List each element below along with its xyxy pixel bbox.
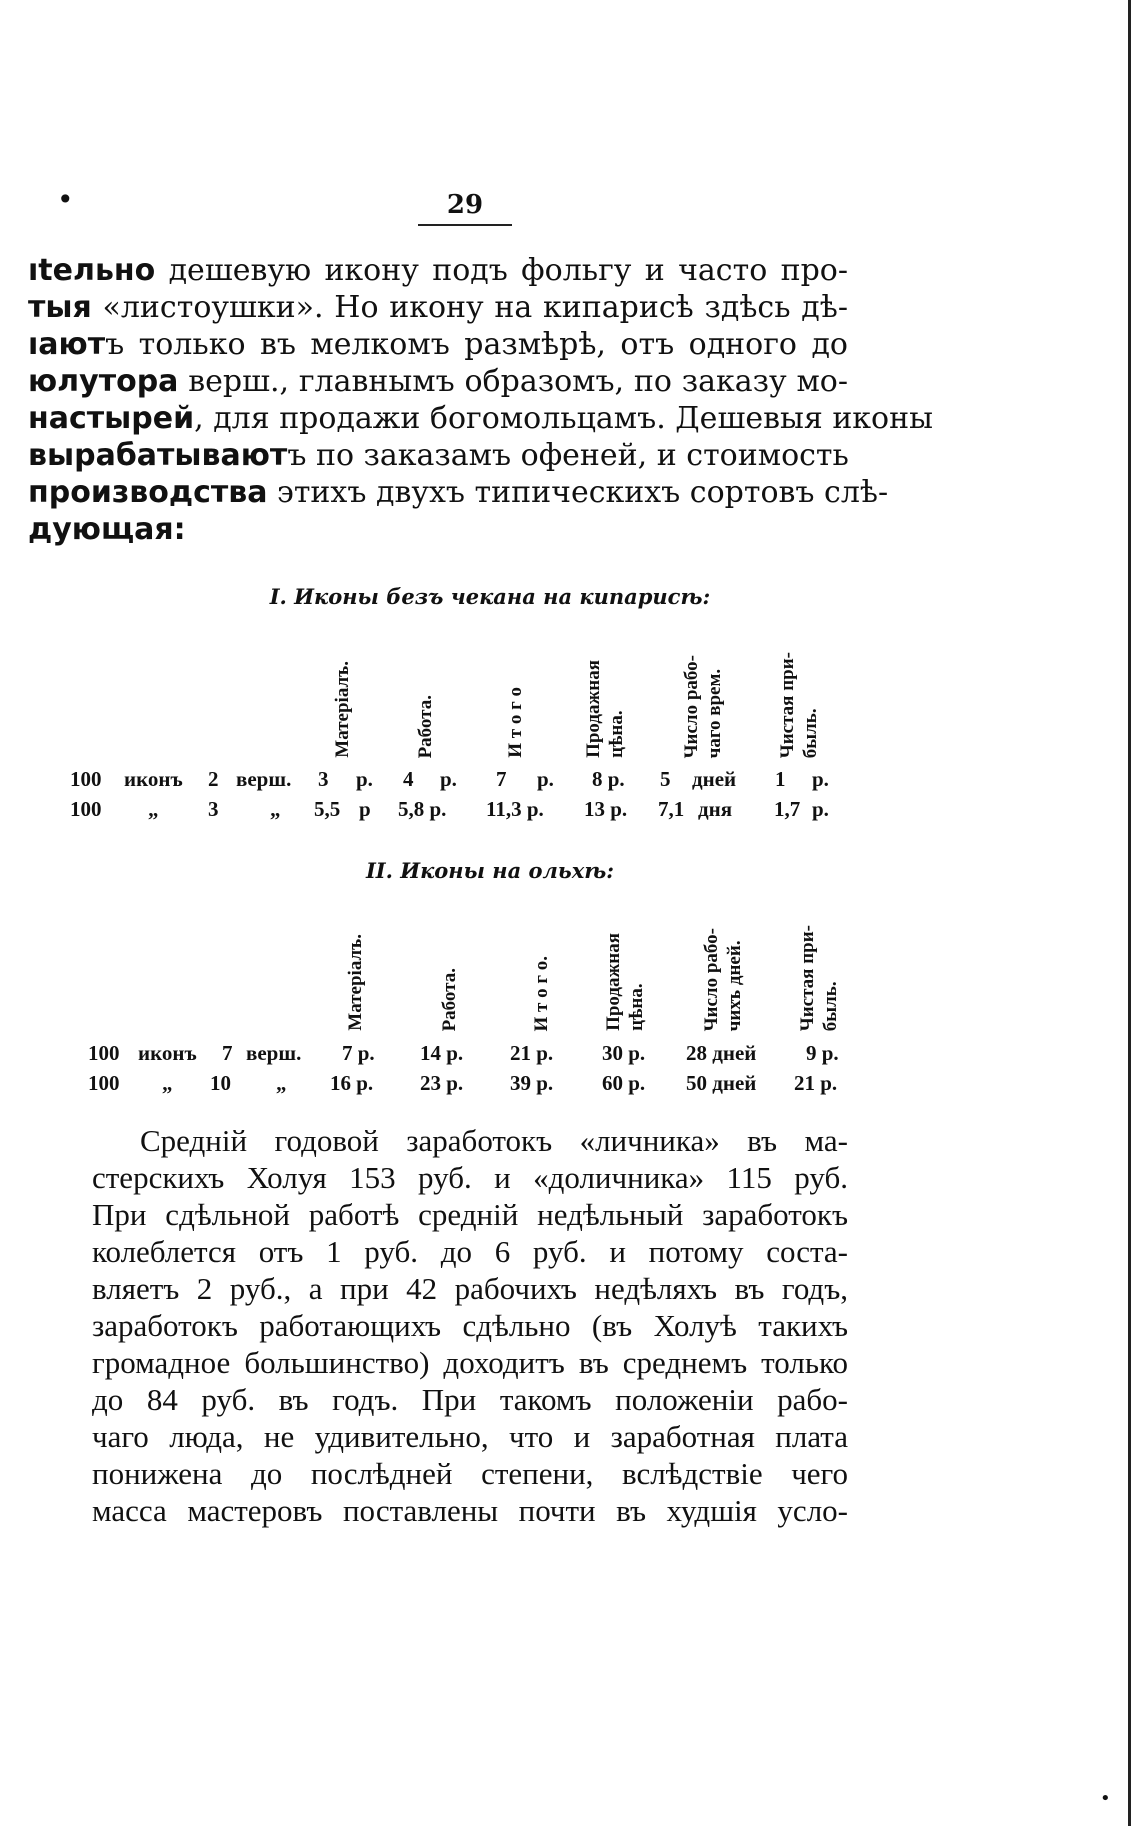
table-cell: р <box>359 797 371 821</box>
table-cell: 50 дней <box>686 1071 757 1095</box>
table1-header-work: Работа. <box>415 694 436 758</box>
table-cell: иконъ <box>138 1041 197 1065</box>
table-cell: 1,7 <box>774 797 801 821</box>
table1-header-material: Матеріалъ. <box>332 661 353 758</box>
table-cell: 8 р. <box>592 767 625 791</box>
table-cell: 14 р. <box>420 1041 464 1065</box>
table2-header-work: Работа. <box>439 967 460 1031</box>
line-text: верш., главнымъ образомъ, по заказу мо- <box>178 364 848 399</box>
table-cell: 7 р. <box>342 1041 375 1065</box>
text-line: масса мастеровъ поставлены почти въ худшiя усло- <box>92 1493 848 1528</box>
table-cell: 30 р. <box>602 1041 646 1065</box>
table-cell: 2 <box>208 767 219 791</box>
table-cell: 100 <box>88 1071 120 1095</box>
table1-header-sale-price: Продажная цѣна. <box>583 660 627 758</box>
table-cell: „ <box>148 797 159 821</box>
table-cell: 7 <box>222 1041 233 1065</box>
text-line <box>28 437 848 474</box>
text-line <box>28 326 848 363</box>
cropped-fragment: юлутора <box>28 364 179 399</box>
table-cell: 7,1 <box>658 797 685 821</box>
table-cell: 4 <box>403 767 414 791</box>
table-cell: 5,8 р. <box>398 797 447 821</box>
table-cell: 5,5 <box>314 797 341 821</box>
table2-header-net-profit: Чистая при- быль. <box>797 924 841 1031</box>
table-cell: р. <box>812 767 829 791</box>
line-text: ъ только въ мелкомъ размѣрѣ, отъ одного до <box>105 327 848 362</box>
line-text: ъ по заказамъ офеней, и стоимость <box>287 438 849 473</box>
table-cell: р. <box>440 767 457 791</box>
table-cell: 13 р. <box>584 797 628 821</box>
table2-header-material: Матеріалъ. <box>345 934 366 1031</box>
stray-mark: • <box>57 183 74 216</box>
text-line <box>28 252 848 289</box>
table-cell: 100 <box>88 1041 120 1065</box>
text-line: до 84 руб. въ годъ. При такомъ положенiи рабо- <box>92 1382 848 1417</box>
cropped-fragment: дующая: <box>28 512 186 547</box>
table-cell: „ <box>270 797 281 821</box>
text-line <box>28 363 848 400</box>
table-cell: 100 <box>70 797 102 821</box>
text-line <box>28 474 889 511</box>
cropped-fragment: вырабатывают <box>28 438 288 473</box>
table-cell: „ <box>276 1071 287 1095</box>
page-number: 29 <box>446 190 484 220</box>
table-cell: 5 <box>660 767 671 791</box>
paragraph-bottom <box>92 1122 848 1529</box>
table-cell: 11,3 р. <box>486 797 544 821</box>
table2-header-total: И т о г о. <box>531 955 552 1031</box>
table-cell: р. <box>812 797 829 821</box>
table-cell: 10 <box>210 1071 231 1095</box>
table-cell: р. <box>356 767 373 791</box>
text-line: вляетъ 2 руб., а при 42 рабочихъ недѣляхъ въ годъ, <box>92 1271 848 1306</box>
text-line: чаго люда, не удивительно, что и заработная плата <box>92 1419 848 1454</box>
table-cell: 21 р. <box>794 1071 838 1095</box>
cropped-fragment: ıtельно <box>28 253 156 288</box>
line-text: «листоушки». Но икону на кипарисѣ здѣсь дѣ- <box>91 290 848 325</box>
table2-header-work-days: Число рабо- чихъ дней. <box>701 927 745 1031</box>
table-cell: верш. <box>236 767 292 791</box>
table-cell: 21 р. <box>510 1041 554 1065</box>
table1-title: I. Иконы безъ чекана на кипарисѣ: <box>269 584 711 609</box>
table2-title: II. Иконы на ольхѣ: <box>365 858 615 883</box>
table-cell: дней <box>692 767 737 791</box>
table-cell: р. <box>537 767 554 791</box>
table1-header-total: И т о г о <box>505 687 526 758</box>
paragraph-top <box>28 252 933 548</box>
text-line: громадное большинство) доходитъ въ среднемъ только <box>92 1345 848 1380</box>
table-cell: 7 <box>496 767 507 791</box>
table-cell: верш. <box>246 1041 302 1065</box>
cropped-fragment: тыя <box>28 290 92 325</box>
table2-header-sale-price: Продажная цѣна. <box>603 933 647 1031</box>
table1-header-net-profit: Чистая при- быль. <box>777 651 821 758</box>
table-cell: 3 <box>208 797 219 821</box>
table-cell: „ <box>162 1071 173 1095</box>
text-line: колеблется отъ 1 руб. до 6 руб. и потому соста- <box>92 1234 848 1269</box>
table-cell: 100 <box>70 767 102 791</box>
text-line <box>28 511 848 548</box>
text-line: заработокъ работающихъ сдѣльно (въ Холуѣ такихъ <box>92 1308 848 1343</box>
table-cell: 3 <box>318 767 329 791</box>
text-line: При сдѣльной работѣ среднiй недѣльный заработокъ <box>92 1197 848 1232</box>
text-line: стерскихъ Холуя 153 руб. и «доличника» 115 руб. <box>92 1160 848 1195</box>
table-cell: 23 р. <box>420 1071 464 1095</box>
text-line <box>28 289 848 326</box>
cropped-fragment: настырей <box>28 401 195 436</box>
line-text: дешевую икону подъ фольгу и часто про- <box>155 253 848 288</box>
table-cell: 16 р. <box>330 1071 374 1095</box>
text-line <box>28 400 933 437</box>
page-edge-rule <box>1128 0 1131 1826</box>
table-cell: 39 р. <box>510 1071 554 1095</box>
cropped-fragment: ıают <box>28 327 106 362</box>
text-line: понижена до послѣдней степени, вслѣдствiе чего <box>92 1456 848 1491</box>
table-cell: 9 р. <box>806 1041 839 1065</box>
line-text: , для продажи богомольцамъ. Дешевыя иконы <box>194 401 933 436</box>
table-cell: 28 дней <box>686 1041 757 1065</box>
table-cell: 60 р. <box>602 1071 646 1095</box>
line-text: этихъ двухъ типическихъ сортовъ слѣ- <box>267 475 889 510</box>
page-number-rule <box>418 224 512 226</box>
stray-mark: • <box>1100 1788 1111 1809</box>
cropped-fragment: производства <box>28 475 268 510</box>
table-cell: иконъ <box>124 767 183 791</box>
text-line: Среднiй годовой заработокъ «личника» въ ма- <box>140 1123 848 1158</box>
table-cell: дня <box>698 797 733 821</box>
table-cell: 1 <box>775 767 786 791</box>
table1-header-work-time: Число рабо- чаго врем. <box>681 654 725 758</box>
